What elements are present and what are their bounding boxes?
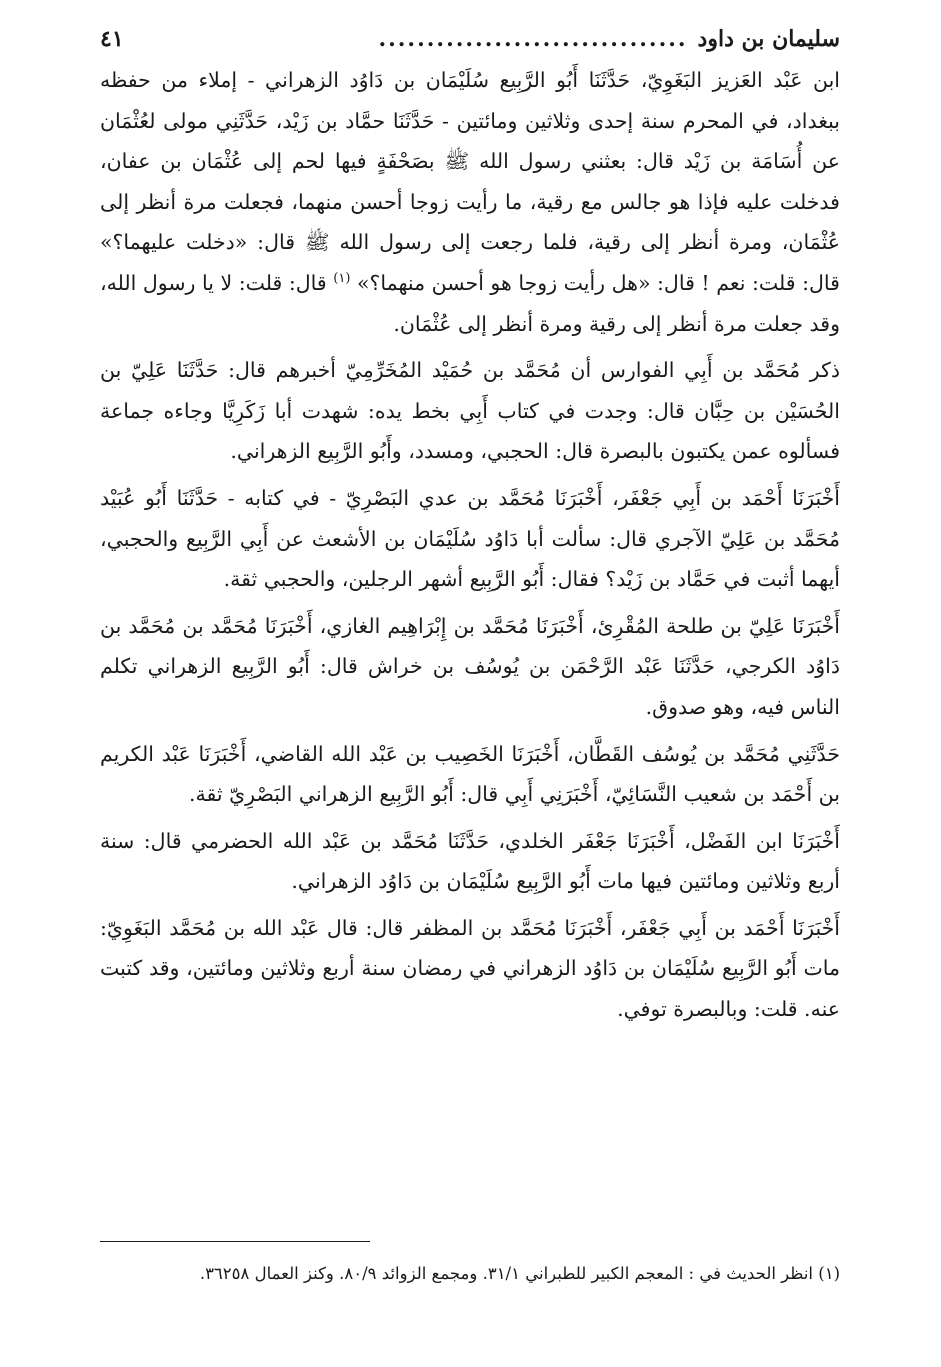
book-page [100, 26, 840, 1030]
running-title: سليمان بن داود [697, 26, 840, 52]
page-number: ٤١ [100, 26, 124, 52]
paragraph-2: ذكر مُحَمَّد بن أَبِي الفوارس أن مُحَمَّد بن حُمَيْد المُخَرِّمِيّ أخبرهم قال: حَدَّثَنَا عَلِيّ بن الحُسَيْن بن حِبَّان قال: وجدت في كتاب أَبِي بخط يده: شهدت أبا زَكَرِيَّا وجاءه جماعة فسألوه عمن يكتبون بالبصرة قال: الحجبي، ومسدد، وأَبُو الرَّبِيع الزهراني. [100, 358, 840, 464]
footnote: (١) انظر الحديث في : المعجم الكبير للطبراني ٣١/١. ومجمع الزوائد ٨٠/٩. وكنز العمال ٣٦٢٥٨. [199, 1264, 840, 1283]
paragraph-3: أَخْبَرَنَا أَحْمَد بن أَبِي جَعْفَر، أَخْبَرَنَا مُحَمَّد بن عدي البَصْرِيّ - في كتابه - حَدَّثَنَا أَبُو عُبَيْد مُحَمَّد بن عَلِيّ الآجري قال: سألت أبا دَاوُد سُلَيْمَان بن الأشعث عن أَبِي الرَّبِيع والحجبي، أيهما أثبت في حَمَّاد بن زَيْد؟ فقال: أَبُو الرَّبِيع أشهر الرجلين، والحجبي ثقة. [100, 485, 840, 592]
paragraph-5: حَدَّثَنِي مُحَمَّد بن يُوسُف القَطَّان، أَخْبَرَنَا الخَصِيب بن عَبْد الله القاضي، أَخْبَرَنَا عَبْد الكريم بن أَحْمَد بن شعيب النَّسَائِيّ، أَخْبَرَنِي أَبِي قال: أَبُو الرَّبِيع الزهراني البَصْرِيّ ثقة. [100, 741, 840, 807]
paragraph-1-text-after: قال: قلت: لا يا رسول الله، وقد جعلت مرة أنظر إلى رقية ومرة أنظر إلى عُثْمَان. [100, 270, 840, 336]
paragraph-1 [100, 60, 840, 344]
paragraph-6: أَخْبَرَنَا ابن الفَضْل، أَخْبَرَنَا جَعْفَر الخلدي، حَدَّثَنَا مُحَمَّد بن عَبْد الله الحضرمي قال: سنة أربع وثلاثين ومائتين فيها مات أَبُو الرَّبِيع سُلَيْمَان بن دَاوُد الزهراني. [100, 828, 840, 894]
leader-dots: ................................ [378, 26, 688, 52]
paragraph-4: أَخْبَرَنَا عَلِيّ بن طلحة المُقْرِئ، أَخْبَرَنَا مُحَمَّد بن إِبْرَاهِيم الغازي، أَخْبَرَنَا مُحَمَّد بن مُحَمَّد بن دَاوُد الكرجي، حَدَّثَنَا عَبْد الرَّحْمَن بن يُوسُف بن خراش قال: أَبُو الرَّبِيع الزهراني تكلم الناس فيه، وهو صدوق. [100, 613, 840, 719]
paragraph-7: أَخْبَرَنَا أَحْمَد بن أَبِي جَعْفَر، أَخْبَرَنَا مُحَمَّد بن المظفر قال: قال عَبْد الله بن مُحَمَّد البَغَوِيّ: مات أَبُو الرَّبِيع سُلَيْمَان بن دَاوُد الزهراني في رمضان سنة أربع وثلاثين ومائتين، وقد كتبت عنه. قلت: وبالبصرة توفي. [100, 915, 840, 1022]
running-header [100, 26, 840, 52]
footnote-marker: (١) [333, 271, 351, 287]
footnote-separator [100, 1241, 370, 1242]
paragraph-1-text: ابن عَبْد العَزيز البَغَوِيّ، حَدَّثَنَا أَبُو الرَّبِيع سُلَيْمَان بن دَاوُد الزهراني - إملاء من حفظه ببغداد، في المحرم سنة إحدى وثلاثين ومائتين - حَدَّثَنَا حمَّاد بن زَيْد، حَدَّثَنِي مولى لعُثْمَان عن أُسَامَة بن زَيْد قال: بعثني رسول الله ﷺ بصَحْفَةٍ فيها لحم إلى عُثْمَان بن عفان، فدخلت عليه فإذا هو جالس مع رقية، ما رأيت زوجا أحسن منهما، فجعلت مرة أنظر إلى عُثْمَان، ومرة أنظر إلى رقية، فلما رجعت إلى رسول الله ﷺ قال: «دخلت عليهما؟» قال: قلت: نعم ! قال: «هل رأيت زوجا هو أحسن منهما؟» [100, 68, 840, 295]
